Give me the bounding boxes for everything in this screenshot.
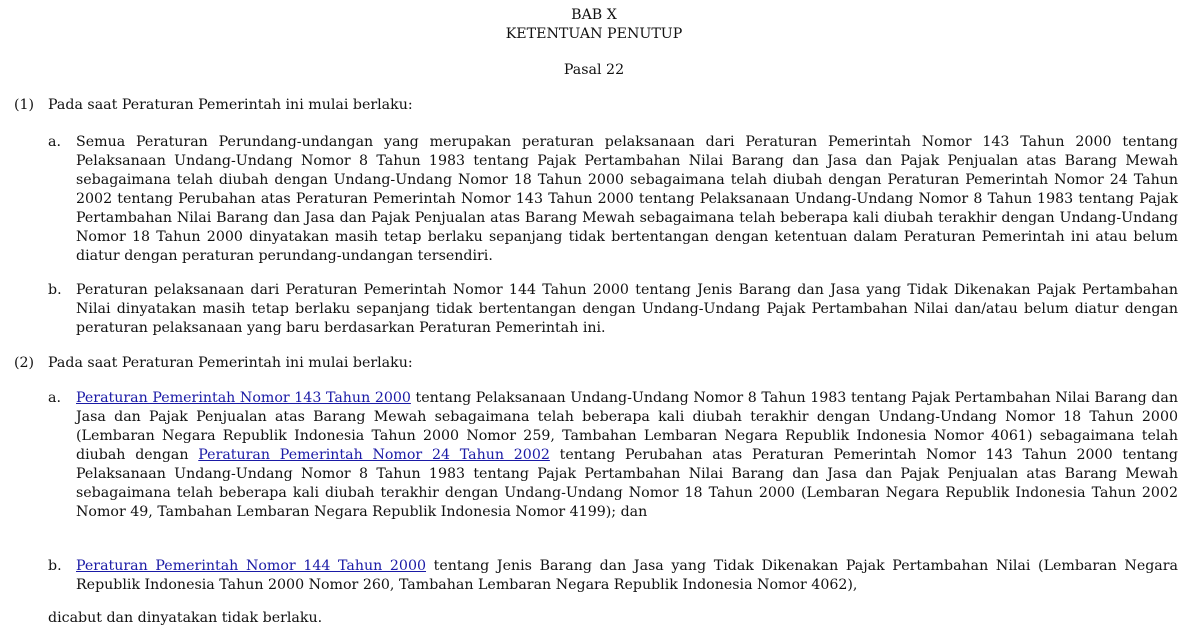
link-pp-24-2002[interactable]: Peraturan Pemerintah Nomor 24 Tahun 2002 [198,447,550,463]
section-2-item-a-text-part-2: tentang Perubahan atas Peraturan Pemerintah Nomor 143 Tahun 2000 tentang Pelaksanaan Undang-Undang Nomor 8 Tahun 1983 tentang Pajak Pertambahan Nilai Barang dan Jasa dan Pajak Penjualan atas Barang Mewah sebagaimana telah beberapa kali diubah terakhir dengan Undang-Undang Nomor 18 Tahun 2000 (Lembaran Negara Republik Indonesia Tahun 2002 Nomor 49, Tambahan Lembaran Negara Republik Indonesia Nomor 4199); dan [76,447,1178,520]
section-2-number: (2) [14,355,35,371]
section-2-item-a-text [76,389,1178,522]
section-1-item-b-text: Peraturan pelaksanaan dari Peraturan Pemerintah Nomor 144 Tahun 2000 tentang Jenis Barang dan Jasa yang Tidak Dikenakan Pajak Pertambahan Nilai dinyatakan masih tetap berlaku sepanjang tidak bertentangan dengan Undang-Undang Pajak Pertambahan Nilai dan/atau belum diatur dengan peraturan pelaksanaan yang baru berdasarkan Peraturan Pemerintah ini. [76,282,1178,336]
section-1-intro: Pada saat Peraturan Pemerintah ini mulai berlaku: [48,97,413,113]
section-2-item-a-letter: a. [48,390,61,406]
section-1-item-a-text: Semua Peraturan Perundang-undangan yang merupakan peraturan pelaksanaan dari Peraturan Pemerintah Nomor 143 Tahun 2000 tentang Pelaksanaan Undang-Undang Nomor 8 Tahun 1983 tentang Pajak Pertambahan Nilai Barang dan Jasa dan Pajak Penjualan atas Barang Mewah sebagaimana telah diubah dengan Undang-Undang Nomor 18 Tahun 2000 sebagaimana telah diubah dengan Peraturan Pemerintah Nomor 24 Tahun 2002 tentang Perubahan atas Peraturan Pemerintah Nomor 143 Tahun 2000 tentang Pelaksanaan Undang-Undang Nomor 8 Tahun 1983 tentang Pajak Pertambahan Nilai Barang dan Jasa dan Pajak Penjualan atas Barang Mewah sebagaimana telah beberapa kali diubah terakhir dengan Undang-Undang Nomor 18 Tahun 2000 dinyatakan masih tetap berlaku sepanjang tidak bertentangan dengan ketentuan dalam Peraturan Pemerintah ini atau belum diatur dengan peraturan perundang-undangan tersendiri. [76,134,1178,264]
link-pp-143-2000[interactable]: Peraturan Pemerintah Nomor 143 Tahun 2000 [76,390,411,406]
chapter-number: BAB X [571,7,617,23]
section-2-item-a-text-part-1: tentang Pelaksanaan Undang-Undang Nomor 8 Tahun 1983 tentang Pajak Pertambahan Nilai Barang dan Jasa dan Pajak Penjualan atas Barang Mewah sebagaimana telah beberapa kali diubah terakhir dengan Undang-Undang Nomor 18 Tahun 2000 (Lembaran Negara Republik Indonesia Tahun 2000 Nomor 259, Tambahan Lembaran Negara Republik Indonesia Nomor 4061) sebagaimana telah diubah dengan [76,390,1178,463]
chapter-title: KETENTUAN PENUTUP [505,26,683,42]
section-1-item-a-letter: a. [48,134,61,150]
article-number: Pasal 22 [563,62,625,78]
section-2-item-b-text [76,557,1178,595]
section-2-item-b-text-part-1: tentang Jenis Barang dan Jasa yang Tidak Dikenakan Pajak Pertambahan Nilai (Lembaran Negara Republik Indonesia Tahun 2000 Nomor 260, Tambahan Lembaran Negara Republik Indonesia Nomor 4062), [76,558,1178,593]
section-1-number: (1) [14,97,35,113]
link-pp-144-2000[interactable]: Peraturan Pemerintah Nomor 144 Tahun 2000 [76,558,427,574]
section-2-intro: Pada saat Peraturan Pemerintah ini mulai berlaku: [48,355,413,371]
section-1-item-b-letter: b. [48,282,62,298]
closing-statement: dicabut dan dinyatakan tidak berlaku. [48,610,323,626]
section-2-item-b-letter: b. [48,558,62,574]
